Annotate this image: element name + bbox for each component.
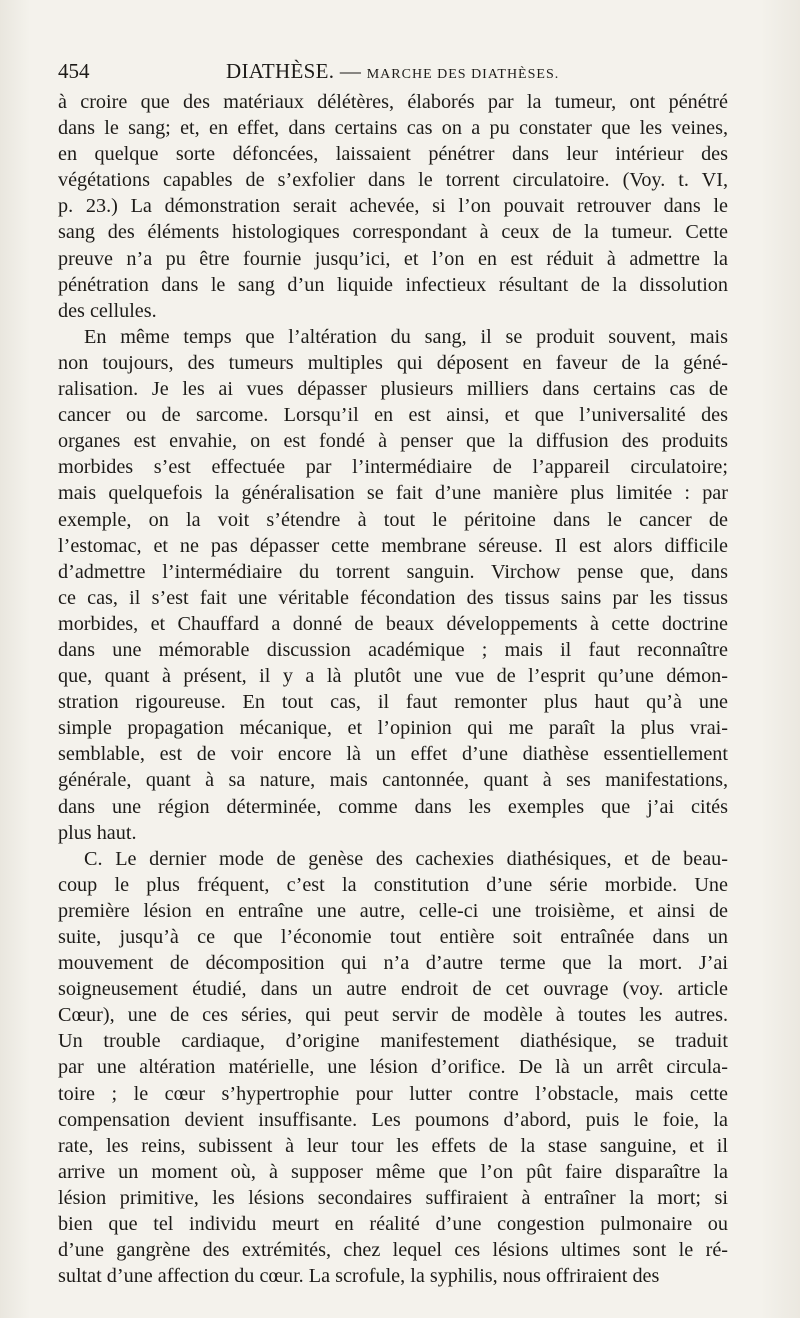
- text-line: morbides s’est effectuée par l’intermédiaire de l’appareil circulatoire;: [58, 456, 728, 479]
- text-line: morbides, et Chauffard a donné de beaux développements à cette doctrine: [58, 612, 728, 635]
- text-line: ce cas, il s’est fait une véritable fécondation des tissus sains par les tissus: [58, 586, 728, 609]
- text-line: dans le sang; et, en effet, dans certains cas on a pu constater que les veines,: [58, 117, 728, 140]
- text-line: des cellules.: [58, 299, 157, 322]
- text-line: cancer ou de sarcome. Lorsqu’il en est ainsi, et que l’universalité des: [58, 404, 728, 427]
- text-line: mouvement de décomposition qui n’a d’autre terme que la mort. J’ai: [58, 952, 728, 975]
- text-line: toire ; le cœur s’hypertrophie pour lutter contre l’obstacle, mais cette: [58, 1082, 728, 1105]
- text-line: pénétration dans le sang d’un liquide infectieux résultant de la dissolution: [58, 273, 728, 296]
- text-line: rate, les reins, subissent à leur tour les effets de la stase sanguine, et il: [58, 1134, 728, 1157]
- text-line: non toujours, des tumeurs multiples qui déposent en faveur de la géné-: [58, 351, 728, 374]
- running-header: [58, 56, 758, 86]
- text-line: végétations capables de s’exfolier dans le torrent circulatoire. (Voy. t. VI,: [58, 169, 728, 192]
- page-number: 454: [58, 59, 90, 83]
- text-line: Un trouble cardiaque, d’origine manifestement diathésique, se traduit: [58, 1030, 728, 1053]
- text-line: dans une région déterminée, comme dans les exemples que j’ai cités: [58, 795, 728, 818]
- text-line: arrive un moment où, à supposer même que l’on pût faire disparaître la: [58, 1160, 728, 1183]
- text-line: Cœur), une de ces séries, qui peut servir de modèle à toutes les autres.: [58, 1004, 728, 1027]
- text-line: ralisation. Je les ai vues dépasser plusieurs milliers dans certains cas de: [58, 378, 728, 401]
- text-line: à croire que des matériaux délétères, élaborés par la tumeur, ont pénétré: [58, 91, 728, 113]
- text-line: générale, quant à sa nature, mais cantonnée, quant à ses manifestations,: [58, 769, 728, 792]
- text-line: que, quant à présent, il y a là plutôt une vue de l’esprit qu’une démon-: [58, 665, 728, 688]
- text-line: dans une mémorable discussion académique ; mais il faut reconnaître: [58, 638, 728, 661]
- header-title: DIATHÈSE.: [226, 59, 335, 83]
- text-line: en quelque sorte défoncées, laissaient pénétrer dans leur intérieur des: [58, 143, 728, 166]
- paragraph: [58, 324, 728, 846]
- body-text: [58, 89, 728, 1289]
- text-line: bien que tel individu meurt en réalité d’une congestion pulmonaire ou: [58, 1213, 728, 1236]
- text-line: En même temps que l’altération du sang, il se produit souvent, mais: [84, 325, 728, 348]
- paragraph: [58, 89, 728, 324]
- text-line: exemple, on la voit s’étendre à tout le péritoine dans le cancer de: [58, 508, 728, 531]
- text-line: soigneusement étudié, dans un autre endroit de cet ouvrage (voy. article: [58, 978, 728, 1001]
- text-line: d’une gangrène des extrémités, chez lequel ces lésions ultimes sont le ré-: [58, 1239, 728, 1262]
- text-line: mais quelquefois la généralisation se fait d’une manière plus limitée : par: [58, 482, 728, 505]
- text-line: par une altération matérielle, une lésion d’orifice. De là un arrêt circula-: [58, 1056, 728, 1079]
- text-line: compensation devient insuffisante. Les poumons d’abord, puis le foie, la: [58, 1108, 728, 1131]
- text-line: preuve n’a pu être fournie jusqu’ici, et l’on en est réduit à admettre la: [58, 247, 728, 270]
- paragraph: [58, 846, 728, 1290]
- text-line: stration rigoureuse. En tout cas, il faut remonter plus haut qu’à une: [58, 691, 728, 714]
- header-separator: —: [339, 59, 362, 83]
- text-line: d’admettre l’intermédiaire du torrent sanguin. Virchow pense que, dans: [58, 560, 728, 583]
- text-line: semblable, est de voir encore là un effet d’une diathèse essentiellement: [58, 743, 728, 766]
- header-subtitle: MARCHE DES DIATHÈSES.: [366, 67, 560, 82]
- text-line: première lésion en entraîne une autre, celle-ci une troisième, et ainsi de: [58, 899, 728, 922]
- text-line: lésion primitive, les lésions secondaires suffiraient à entraîner la mort; si: [58, 1186, 728, 1209]
- text-line: sultat d’une affection du cœur. La scrofule, la syphilis, nous offriraient des: [58, 1265, 660, 1288]
- text-line: coup le plus fréquent, c’est la constitution d’une série morbide. Une: [58, 873, 728, 896]
- running-title: [226, 56, 559, 90]
- text-line: l’estomac, et ne pas dépasser cette membrane séreuse. Il est alors difficile: [58, 534, 728, 557]
- text-line: C. Le dernier mode de genèse des cachexies diathésiques, et de beau-: [84, 847, 728, 870]
- text-line: suite, jusqu’à ce que l’économie tout entière soit entraînée dans un: [58, 926, 728, 948]
- text-line: sang des éléments histologiques correspondant à ceux de la tumeur. Cette: [58, 221, 728, 244]
- text-line: p. 23.) La démonstration serait achevée, si l’on pouvait retrouver dans le: [58, 195, 728, 218]
- text-line: organes est envahie, on est fondé à penser que la diffusion des produits: [58, 430, 728, 453]
- text-line: plus haut.: [58, 821, 137, 844]
- text-line: simple propagation mécanique, et l’opinion qui me paraît la plus vrai-: [58, 717, 728, 740]
